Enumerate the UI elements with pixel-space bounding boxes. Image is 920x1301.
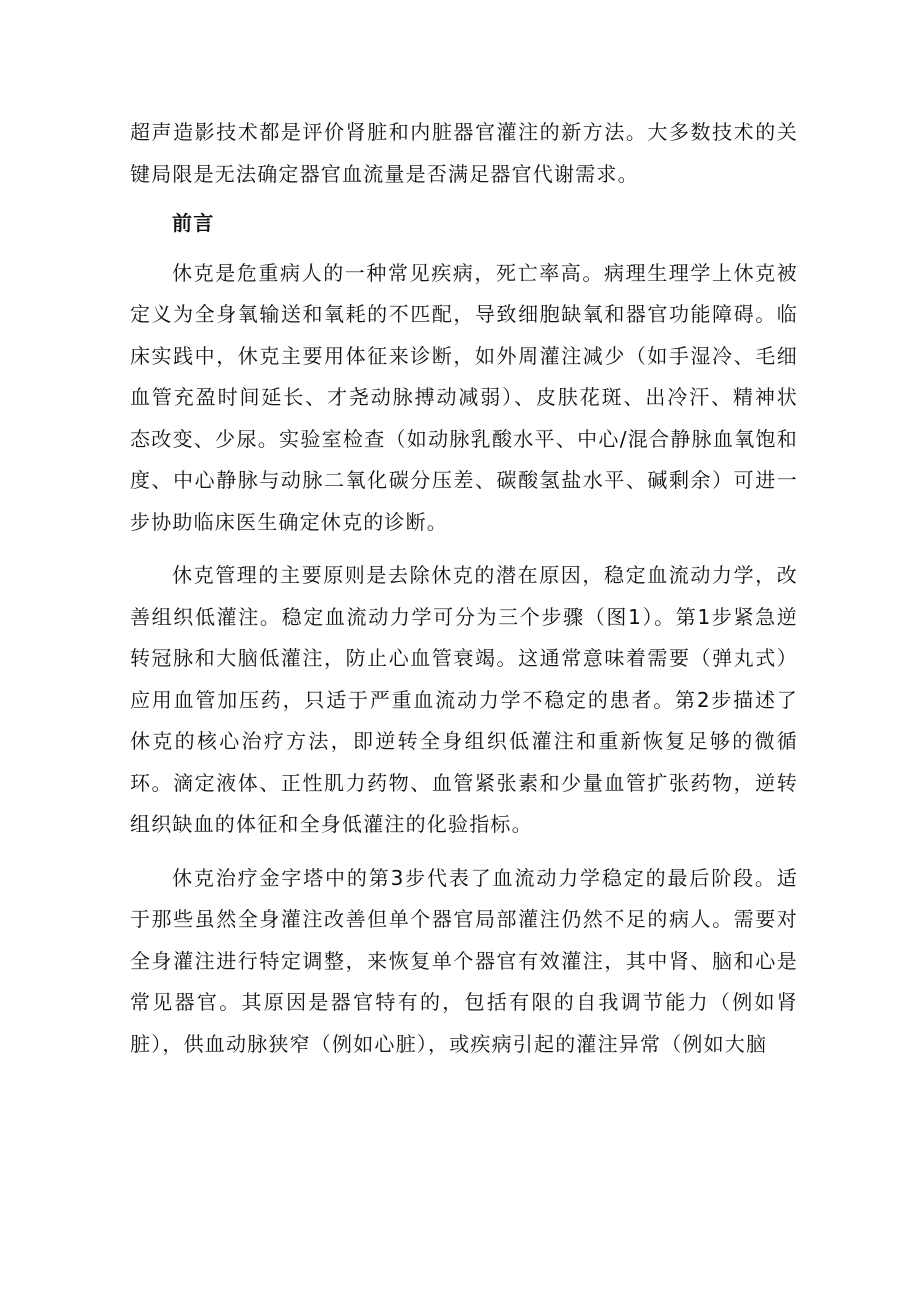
section-heading: 前言 — [172, 211, 215, 235]
spacer — [130, 846, 798, 858]
paragraph-pyramid-step3: 休克治疗金字塔中的第3步代表了血流动力学稳定的最后阶段。适于那些虽然全身灌注改善但单个器官局部灌注仍然不足的病人。需要对全身灌注进行特定调整，来恢复单个器官有效灌注，其中肾、脑和心是常见器官。其原因是器官特有的，包括有限的自我调节能力（例如肾脏），供血动脉狭窄（例如心脏），或疾病引起的灌注异常（例如大脑 — [130, 865, 798, 1056]
paragraph-shock-definition: 休克是危重病人的一种常见疾病，死亡率高。病理生理学上休克被定义为全身氧输送和氧耗的不匹配，导致细胞缺氧和器官功能障碍。临床实践中，休克主要用体征来诊断，如外周灌注减少（如手湿冷、毛细血管充盈时间延长、才尧动脉搏动减弱）、皮肤花斑、出冷汗、精神状态改变、少尿。实验室检查（如动脉乳酸水平、中心/混合静脉血氧饱和度、中心静脉与动脉二氧化碳分压差、碳酸氢盐水平、碱剩余）可进一步协助临床医生确定休克的诊断。 — [130, 260, 798, 534]
document-page — [130, 112, 798, 1065]
intro-paragraph: 超声造影技术都是评价肾脏和内脏器官灌注的新方法。大多数技术的关键局限是无法确定器官血流量是否满足器官代谢需求。 — [130, 120, 798, 186]
spacer — [130, 195, 798, 203]
spacer — [130, 245, 798, 253]
paragraph-shock-management: 休克管理的主要原则是去除休克的潜在原因，稳定血流动力学，改善组织低灌注。稳定血流动力学可分为三个步骤（图1）。第1步紧急逆转冠脉和大脑低灌注，防止心血管衰竭。这通常意味着需要（弹丸式）应用血管加压药，只适于严重血流动力学不稳定的患者。第2步描述了休克的核心治疗方法，即逆转全身组织低灌注和重新恢复足够的微循环。滴定液体、正性肌力药物、血管紧张素和少量血管扩张药物，逆转组织缺血的体征和全身低灌注的化验指标。 — [130, 563, 798, 836]
spacer — [130, 543, 798, 555]
